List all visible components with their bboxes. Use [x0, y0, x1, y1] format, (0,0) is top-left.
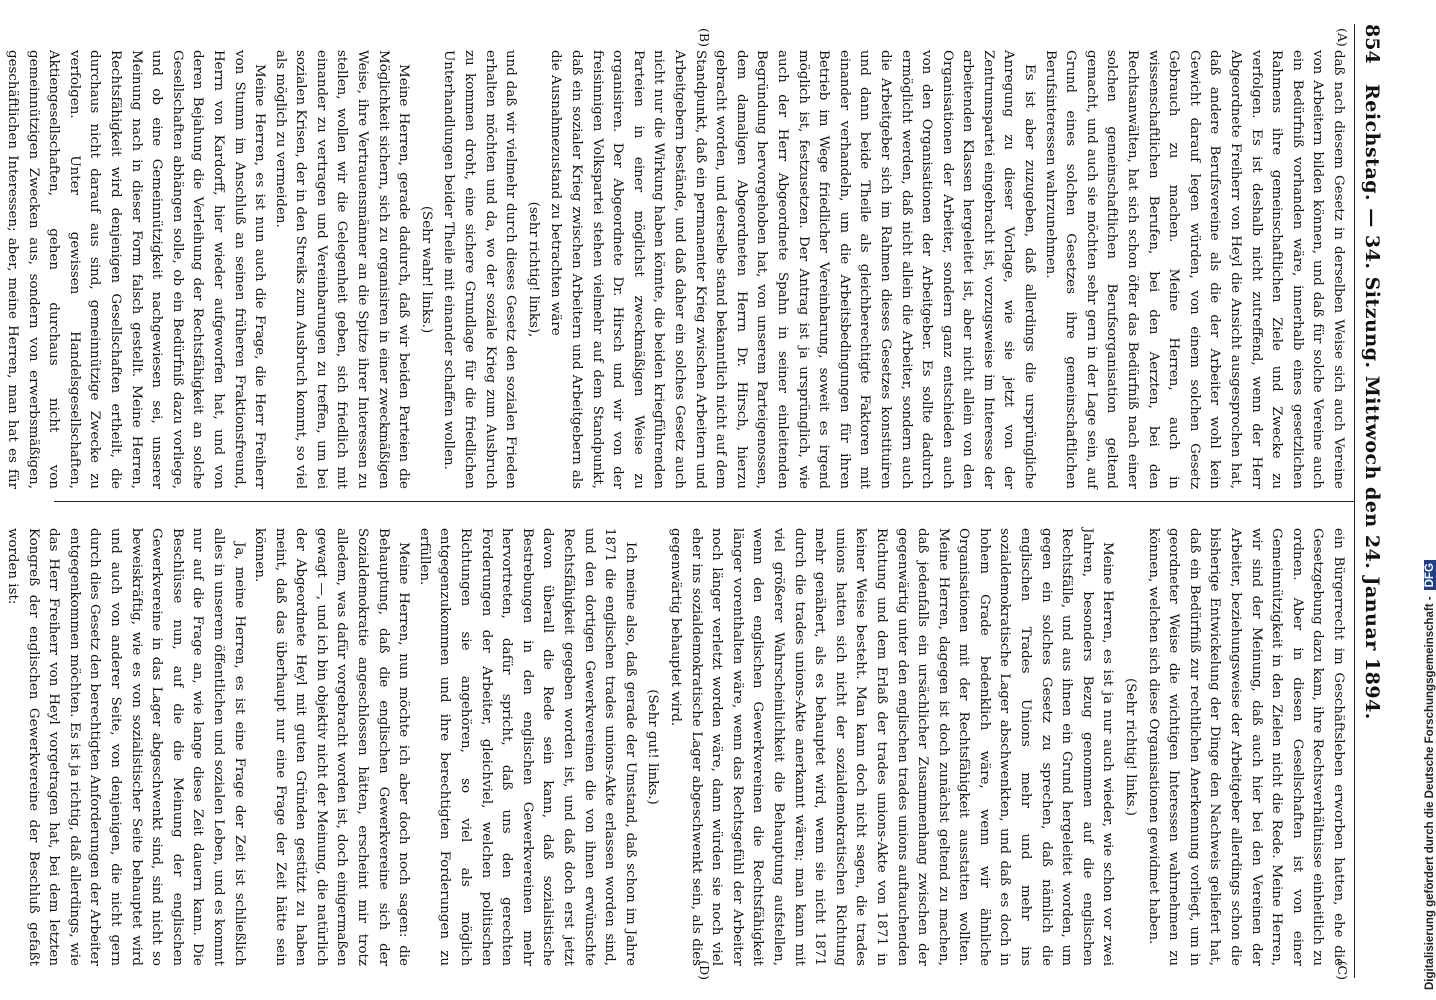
paragraph: Es ist aber zuzugeben, daß allerdings die ursprüngliche Anregung zu dieser Vorlage, wie sie jetzt von der Zentrumspartei eingebracht ist, vorzugsweise im Interesse der arbeitenden Klassen hergeleitet ist, aber nicht allein von den Organisationen der Arbeiter, sondern ganz entschieden auch von den Organisationen der Arbeitgeber. Es sollte dadurch ermöglicht werden, daß nicht allein die Arbeiter, sondern auch die Arbeitgeber sich im Rahmen dieses Gesetzes konstituiren und dann beide Theile als gleichberechtigte Faktoren mit einander verhandeln, um die Arbeitsbedingungen für ihren Betrieb im Wege friedlicher Vereinbarung, soweit es irgend möglich ist, festzusetzen. Der Antrag ist ja ursprünglich, wie auch der Herr Abgeordnete Spahn in seiner einleitenden Begründung hervorgehoben hat, von unserem Parteigenossen, dem damaligen Abgeordneten Herrn Dr. Hirsch, hierzu gebracht worden, und derselbe stand bekanntlich nicht auf dem Standpunkt, daß ein permanenter Krieg zwischen Arbeitern und Arbeitgebern bestände, und daß daher ein solches Gesetz auch nicht nur die Wirkung haben könnte, die beiden kriegführenden Parteien in einer möglichst zweckmäßigen Weise zu organisiren. Der Abgeordnete Dr. Hirsch und wir von der freisinnigen Volkspartei stehen vielmehr auf dem Standpunkt, daß ein sozialer Krieg zwischen Arbeitern und Arbeitgebern als die Ausnahmezustand zu betrachten wäre — [548, 50, 1038, 489]
paragraph: Meine Herren, es ist nun auch die Frage, die Herr Freiherr von Stumm im Anschluß an seinen früheren Fraktionsfreund, Herrn von Kardorff, hier wieder aufgeworfen hat, und von deren Bejahung die Verleihung der Rechtsfähigkeit an solche Gesellschaften abhängen solle, ob ein Bedürfniß dazu vorliege, und ob eine Gemeinnützigkeit nachgewiesen sei, unserer Meinung nach in dieser Form falsch gestellt. Meine Herren, Rechtsfähigkeit wird denjenigen Gesellschaften ertheilt, die durchaus nicht darauf aus sind, gemeinnützige Zwecke zu verfolgen. Unter gewissen Handelsgesellschaften, Aktiengesellschaften, gehen durchaus nicht von gemeinnützigen Zwecken aus, sondern von erwerbsmäßigen, geschäftlichen Interessen; aber, meine Herren, man hat es für — [5, 50, 268, 489]
digitization-footer — [1424, 0, 1436, 990]
paragraph: Meine Herren, es ist ja nur auch wieder, wie schon vor zwei Jahren, besonders Bezug genommen auf die englischen Rechtsfälle, und aus ihnen ein Grund hergeleitet worden, um gegen ein solches Gesetz zu sprechen, daß nämlich die englischen Trades Unions mehr und mehr ins sozialdemokratische Lager abschwenkten, und daß es doch in hohem Grade bedenklich wäre, wenn wir ähnliche Organisationen mit der Rechtsfähigkeit ausstatten wollten. Meine Herren, dagegen ist doch zunächst geltend zu machen, daß jedenfalls ein ursächlicher Zusammenhang zwischen der gegenwärtig unter den englischen trades unions auftauchenden Richtung und dem Erlaß der trades unions-Akte von 1871 in keiner Weise besteht. Man kann doch nicht sagen, die trades unions hatten sich nicht der sozialdemokratischen Richtung mehr genähert, als es behauptet wird, wenn sie nicht 1871 durch die trades unions-Akte anerkannt wären; man kann mit viel größerer Wahrscheinlichkeit die Behauptung aufstellen, wenn den englischen Gewerkvereinen die Rechtsfähigkeit länger vorenthalten wäre, wenn das Rechtsgefühl der Arbeiter noch länger verletzt worden wäre, dann würden sie noch viel eher ins sozialdemokratische Lager abgeschwenkt sein, als dies gegenwärtig behauptet wird. — [668, 528, 1116, 966]
interjection: (sehr richtig! links), — [525, 201, 541, 338]
paragraph: Meine Herren, nun möchte ich aber doch noch sagen: die Behauptung, daß die englischen Gewerkvereine sich der Sozialdemokratie angeschlossen hätten, erscheint mir trotz alledem, was dafür vorgebracht worden ist, doch einigermaßen gewagt —, und ich bin objektiv nicht der Meinung, die natürlich der Abgeordnete Heyl mit guten Gründen gestützt zu haben meint, daß das überhaupt nur eine Frage der Zeit hätte sein können. — [252, 528, 412, 966]
interjection: (Sehr wahr! links.) — [418, 205, 434, 334]
margin-marker-b: (B) — [697, 28, 712, 47]
text-columns — [5, 24, 1354, 980]
page-header — [1354, 24, 1412, 978]
interjection: (Sehr richtig! links.) — [1123, 678, 1139, 816]
left-column — [5, 24, 1354, 501]
margin-marker-d: (D) — [697, 960, 712, 980]
paragraph: daß nach diesem Gesetz in derselben Weise sich auch Vereine von Arbeitern bilden können, und daß für solche Vereine auch ein Bedürfniß vorhanden wäre, innerhalb eines gesetzlichen Rahmens ihre gemeinschaftlichen Ziele und Zwecke zu verfolgen. Es ist deshalb nicht zutreffend, wenn der Herr Abgeordnete Freiherr von Heyl die Ansicht ausgesprochen hat, daß andere Berufsvereine als die der Arbeiter wohl kein Gewicht darauf legen würden, von einem solchen Gesetz Gebrauch zu machen. Meine Herren, auch in wissenschaftlichen Berufen, bei den Aerzten, bei den Rechtsanwälten, hat sich schon öfter das Bedürfniß nach einer solchen gemeinschaftlichen Berufsorganisation geltend gemacht, und auch sie möchten sehr gern in der Lage sein, auf Grund eines solchen Gesetzes ihre gemeinschaftlichen Berufsinteressen wahrzunehmen. — [1042, 50, 1346, 489]
interjection: (Sehr gut! links.) — [645, 689, 661, 805]
paragraph: Meine Herren, gerade dadurch, daß wir beiden Parteien die Möglichkeit sichern, sich zu organisiren in einer zweckmäßigen Weise, ihre Vertrauensmänner an die Spitze ihrer Interessen zu stellen, wollen wir die Gelegenheit geben, sich friedlich mit einander zu vertragen und Vereinbarungen zu treffen, um bei sozialen Krisen, der in den Streiks zum Ausbruch kommt, so viel als möglich zu vermeiden. — [272, 50, 412, 489]
rotated-page — [5, 0, 1412, 1000]
paragraph: ein Bürgerrecht im Geschäftsleben erworben hatten, ehe die Gesetzgebung dazu kam, ihre Rechtsverhältnisse einheitlich zu ordnen. Aber in diesen Gesellschaften ist von einer Gemeinnützigkeit in den Zielen nicht die Rede. Meine Herren, wir sind der Meinung, daß auch hier bei den Vereinen der Arbeiter, beziehungsweise der Arbeitgeber allerdings schon die bisherige Entwickelung der Dinge den Nachweis geliefert hat, daß ein Bedürfniß zur rechtlichen Anerkennung vorliegt, um in geordneter Weise die wichtigen Interessen wahrnehmen zu können, welchen sich diese Organisationen gewidmet haben. — [1145, 528, 1346, 966]
paragraph: und daß wir vielmehr durch dieses Gesetz den sozialen Frieden erhalten möchten und da, wo der soziale Krieg zum Ausbruch zu kommen droht, eine sichere Grundlage für die friedlichen Unterhandlungen beider Theile mit einander schaffen wollen. — [441, 50, 519, 489]
margin-marker-c: (C) — [1335, 960, 1350, 980]
paragraph: Ja, meine Herren, es ist eine Frage der Zeit ist schließlich alles in unserem öffentlichen und sozialen Leben, und es kommt nur auf die Frage an, wie lange diese Zeit dauern kann. Die Beschlüsse nun, auf die die Meinung der englischen Gewerkvereine in das Lager abgeschwenkt sind, sind nicht so beweiskräftig, wie es von sozialistischer Seite behauptet wird und auch von anderer Seite, von denjenigen, die nicht gern durch dies Gesetz den berechtigten Anforderungen der Arbeiter entgegenkommen möchten. Es ist ja richtig, daß allerdings, wie das Herr Freiherr von Heyl vorgetragen hat, bei dem letzten Kongreß der englischen Gewerkvereine der Beschluß gefaßt worden ist: — [5, 528, 247, 966]
page-title: Reichstag. — 34. Sitzung. Mittwoch den 24. Januar 1894. — [1361, 84, 1383, 720]
footer-text: Digitalisierung gefördert durch die Deutsche Forschungsgemeinschaft - — [1424, 596, 1436, 990]
margin-marker-a: (A) — [1335, 28, 1350, 47]
right-column — [5, 501, 1354, 980]
page-number: 854 — [1361, 24, 1383, 64]
dfg-logo: DFG — [1424, 560, 1436, 590]
paragraph: Ich meine also, daß gerade der Umstand, daß schon im Jahre 1871 die englischen trades unions-Akte erlassen worden sind, und den dortigen Gewerkvereinen die von ihnen erwünschte Rechtsfähigkeit gegeben worden ist, und daß doch erst jetzt davon überall die Rede sein kann, daß sozialistische Bestrebungen in den englischen Gewerkvereinen mehr hervortreten, dafür spricht, daß uns den gerechten Forderungen der Arbeiter, gleichviel, welchen politischen Richtungen sie angehören, so viel als möglich entgegenzukommen und ihre berechtigten Forderungen zu erfüllen. — [416, 528, 638, 966]
